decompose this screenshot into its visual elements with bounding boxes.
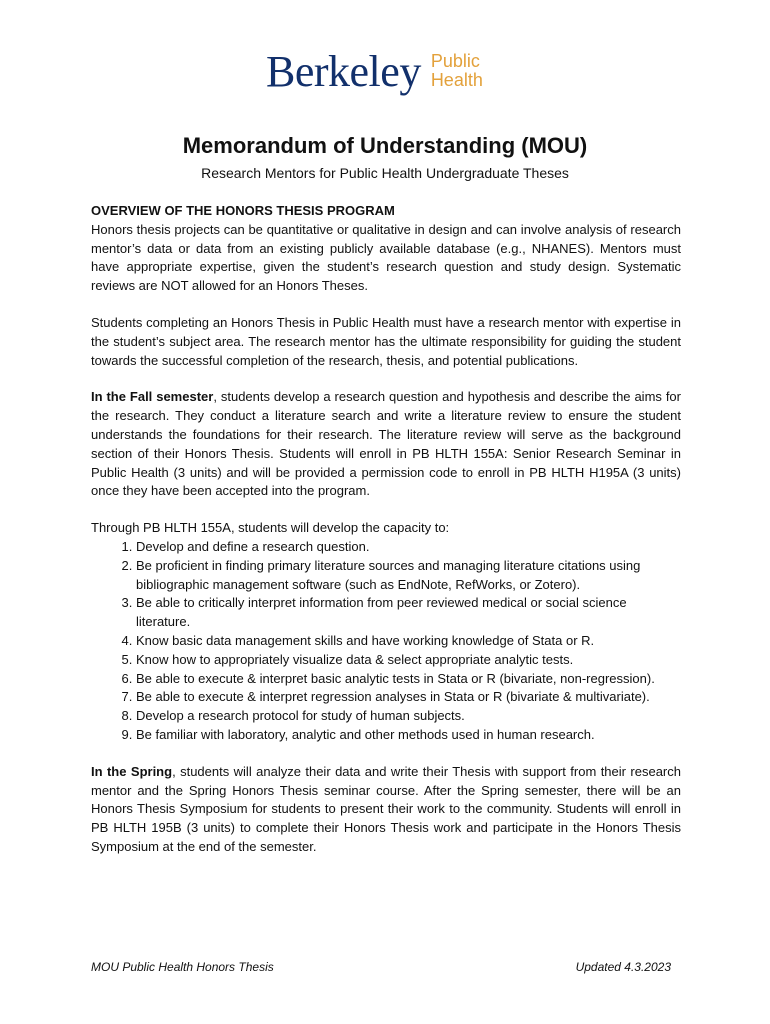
berkeley-public-health-logo (266, 47, 483, 96)
overview-heading: OVERVIEW OF THE HONORS THESIS PROGRAM (91, 203, 395, 218)
list-item: 1. Develop and define a research question. (136, 538, 681, 557)
list-item: 4. Know basic data management skills and have working knowledge of Stata or R. (136, 632, 681, 651)
list-item: 7. Be able to execute & interpret regression analyses in Stata or R (bivariate & multivariate). (136, 688, 681, 707)
list-item: 8. Develop a research protocol for study of human subjects. (136, 707, 681, 726)
spring-text: , students will analyze their data and write their Thesis with support from their research mentor and the Spring Honors Thesis seminar course. After the Spring semester, there will be an Honors Thesis Symposium for students to present their work to the community. Students will enroll in PB HLTH 195B (3 units) to complete their Honors Thesis work and participate in the Honors Thesis Symposium at the end of the semester. (91, 763, 681, 854)
logo-subtitle (431, 52, 483, 90)
logo-wordmark: Berkeley (266, 47, 421, 96)
capacity-list (91, 538, 681, 745)
overview-paragraph-2: Students completing an Honors Thesis in Public Health must have a research mentor with expertise in the student’s subject area. The research mentor has the ultimate responsibility for guiding the student towards the successful completion of the research, thesis, and potential publications. (91, 314, 681, 368)
logo-sub-line2: Health (430, 70, 483, 90)
page-footer (91, 960, 671, 974)
spring-paragraph (91, 763, 681, 857)
page-subtitle: Research Mentors for Public Health Undergraduate Theses (201, 165, 569, 181)
fall-paragraph (91, 388, 681, 501)
page-title: Memorandum of Understanding (MOU) (182, 133, 588, 158)
list-item: 2. Be proficient in finding primary literature sources and managing literature citations using bibliographic management software (such as EndNote, RefWorks, or Zotero). (136, 557, 681, 595)
document-body (91, 202, 681, 875)
spring-lead: In the Spring (91, 763, 173, 779)
footer-left: MOU Public Health Honors Thesis (91, 960, 274, 974)
footer-right: Updated 4.3.2023 (575, 960, 671, 974)
list-item: 9. Be familiar with laboratory, analytic and other methods used in human research. (136, 726, 681, 745)
capacity-intro: Through PB HLTH 155A, students will develop the capacity to: (91, 520, 450, 536)
overview-paragraph-1: Honors thesis projects can be quantitative or qualitative in design and can involve analysis of research mentor’s data or data from an existing publicly available database (e.g., NHANES). Mentors must have appropriate expertise, given the student’s research question and study design. Systematic reviews are NOT allowed for an Honors Theses. (91, 221, 681, 294)
list-item: 6. Be able to execute & interpret basic analytic tests in Stata or R (bivariate, non-regression). (136, 670, 681, 689)
list-item: 5. Know how to appropriately visualize data & select appropriate analytic tests. (136, 651, 681, 670)
logo-sub-line1: Public (430, 51, 480, 71)
fall-text: , students develop a research question and hypothesis and describe the aims for the research. They conduct a literature search and write a literature review to ensure the student understands the foundations for their research. The literature review will serve as the background section of their Honors Thesis. Students will enroll in PB HLTH 155A: Senior Research Seminar in Public Health (3 units) and will be provided a permission code to enroll in PB HLTH H195A (3 units) once they have been accepted into the program. (91, 389, 681, 499)
list-item: 3. Be able to critically interpret information from peer reviewed medical or social science literature. (136, 594, 681, 632)
fall-lead: In the Fall semester (91, 389, 214, 405)
